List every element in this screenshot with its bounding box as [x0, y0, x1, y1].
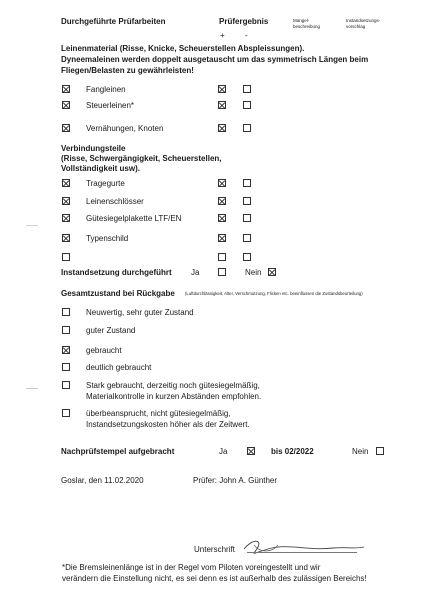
verbindung-item-checkbox[interactable]	[62, 214, 70, 222]
instandsetzung-ja-label: Ja	[191, 268, 200, 277]
nachpruefstempel-bis: bis 02/2022	[271, 447, 314, 456]
verbindung-item-plus-checkbox[interactable]	[218, 253, 226, 261]
instandsetzung-ja-checkbox[interactable]	[218, 268, 226, 276]
verbindung-item-checkbox[interactable]	[62, 253, 70, 261]
instandsetzung-label: Instandsetzung durchgeführt	[61, 268, 172, 277]
verbindung-item-checkbox[interactable]	[62, 197, 70, 205]
leinen-item-plus-checkbox[interactable]	[218, 101, 226, 109]
leinen-item-checkbox[interactable]	[62, 101, 70, 109]
leinen-item-checkbox[interactable]	[62, 124, 70, 132]
leinen-item-label: Vernähungen, Knoten	[86, 124, 164, 133]
leinen-item-label: Steuerleinen*	[86, 101, 135, 110]
verbindungsteile-heading-2: (Risse, Schwergängigkeit, Scheuerstellen,	[61, 154, 222, 163]
verbindung-item-minus-checkbox[interactable]	[243, 197, 251, 205]
ort-datum: Goslar, den 11.02.2020	[61, 476, 144, 485]
footnote-line-1: *Die Bremsleinenlänge ist in der Regel vom Piloten voreingestellt und wir	[62, 563, 321, 572]
header-plus: +	[220, 31, 225, 40]
zustand-option-checkbox[interactable]	[62, 381, 70, 389]
leinen-item-minus-checkbox[interactable]	[243, 124, 251, 132]
footnote-line-2: verändern die Einstellung nicht, es sei denn es ist außerhalb des zulässigen Bereichs!	[62, 574, 367, 583]
binder-hole-mark	[26, 225, 38, 226]
zustand-option-checkbox[interactable]	[62, 326, 70, 334]
header-minus: -	[245, 31, 248, 40]
nachpruefstempel-ja-checkbox[interactable]	[247, 447, 255, 455]
verbindung-item-minus-checkbox[interactable]	[243, 179, 251, 187]
nachpruefstempel-label: Nachprüfstempel aufgebracht	[61, 447, 175, 456]
verbindungsteile-heading-3: Vollständigkeit usw).	[61, 164, 140, 173]
leinen-item-plus-checkbox[interactable]	[218, 124, 226, 132]
leinenmaterial-heading-2: Dyneemaleinen werden doppelt ausgetauscht um das symmetrisch Längen beim	[61, 55, 369, 64]
verbindung-item-checkbox[interactable]	[62, 179, 70, 187]
zustand-option-label: Neuwertig, sehr guter Zustand	[86, 308, 194, 317]
gesamtzustand-subheading: (Luftdurchlässigkeit, Alter, Verschmutzung, Flicken etc. beeinflussen die Zustandsbeurteilung)	[185, 291, 363, 296]
nachpruefstempel-nein-checkbox[interactable]	[376, 447, 384, 455]
verbindung-item-label: Gütesiegelplakette LTF/EN	[86, 214, 182, 223]
nachpruefstempel-ja-label: Ja	[219, 447, 228, 456]
zustand-option-label: Stark gebraucht, derzeitig noch gütesiegelmäßig,	[86, 381, 260, 390]
zustand-option-label-2: Instandsetzungskosten höher als der Zeitwert.	[86, 420, 250, 429]
zustand-option-label-2: Materialkontrolle in kurzen Abständen empfohlen.	[86, 392, 262, 401]
leinen-item-plus-checkbox[interactable]	[218, 85, 226, 93]
leinen-item-checkbox[interactable]	[62, 85, 70, 93]
leinen-item-minus-checkbox[interactable]	[243, 85, 251, 93]
zustand-option-checkbox[interactable]	[62, 363, 70, 371]
zustand-option-label: gebraucht	[86, 346, 122, 355]
pruefer-name: Prüfer: John A. Günther	[193, 476, 278, 485]
zustand-option-checkbox[interactable]	[62, 308, 70, 316]
verbindung-item-minus-checkbox[interactable]	[243, 234, 251, 242]
signature-line	[247, 552, 357, 553]
zustand-option-label: deutlich gebraucht	[86, 363, 152, 372]
instandsetzung-nein-checkbox[interactable]	[268, 268, 276, 276]
unterschrift-label: Unterschrift	[194, 545, 235, 554]
header-mangelbeschreibung: Mangel- beschreibung	[293, 18, 321, 29]
header-durchgefuehrte-pruefarbeiten: Durchgeführte Prüfarbeiten	[61, 17, 166, 26]
leinenmaterial-heading-3: Fliegen/Belasten zu gewährleisten!	[61, 66, 194, 75]
instandsetzung-nein-label: Nein	[245, 268, 262, 277]
header-pruefergebnis: Prüfergebnis	[219, 17, 269, 26]
nachpruefstempel-nein-label: Nein	[352, 447, 369, 456]
leinenmaterial-heading-1: Leinenmaterial (Risse, Knicke, Scheuerstellen Abspleissungen).	[61, 44, 305, 53]
verbindung-item-plus-checkbox[interactable]	[218, 214, 226, 222]
leinen-item-label: Fangleinen	[86, 85, 126, 94]
verbindung-item-plus-checkbox[interactable]	[218, 179, 226, 187]
verbindung-item-minus-checkbox[interactable]	[243, 253, 251, 261]
verbindungsteile-heading-1: Verbindungsteile	[61, 144, 126, 153]
header-instandsetzungsvorschlag: Instandsetzungs- vorschlag	[346, 18, 381, 29]
verbindung-item-label: Typenschild	[86, 234, 129, 243]
leinen-item-minus-checkbox[interactable]	[243, 101, 251, 109]
binder-hole-mark	[26, 388, 38, 389]
verbindung-item-plus-checkbox[interactable]	[218, 234, 226, 242]
verbindung-item-plus-checkbox[interactable]	[218, 197, 226, 205]
verbindung-item-label: Tragegurte	[86, 179, 125, 188]
verbindung-item-label: Leinenschlösser	[86, 197, 144, 206]
zustand-option-checkbox[interactable]	[62, 346, 70, 354]
zustand-option-label: guter Zustand	[86, 326, 136, 335]
signature-mark	[238, 535, 368, 557]
zustand-option-checkbox[interactable]	[62, 409, 70, 417]
zustand-option-label: überbeansprucht, nicht gütesiegelmäßig,	[86, 409, 231, 418]
verbindung-item-checkbox[interactable]	[62, 234, 70, 242]
gesamtzustand-heading: Gesamtzustand bei Rückgabe	[61, 289, 175, 298]
verbindung-item-minus-checkbox[interactable]	[243, 214, 251, 222]
